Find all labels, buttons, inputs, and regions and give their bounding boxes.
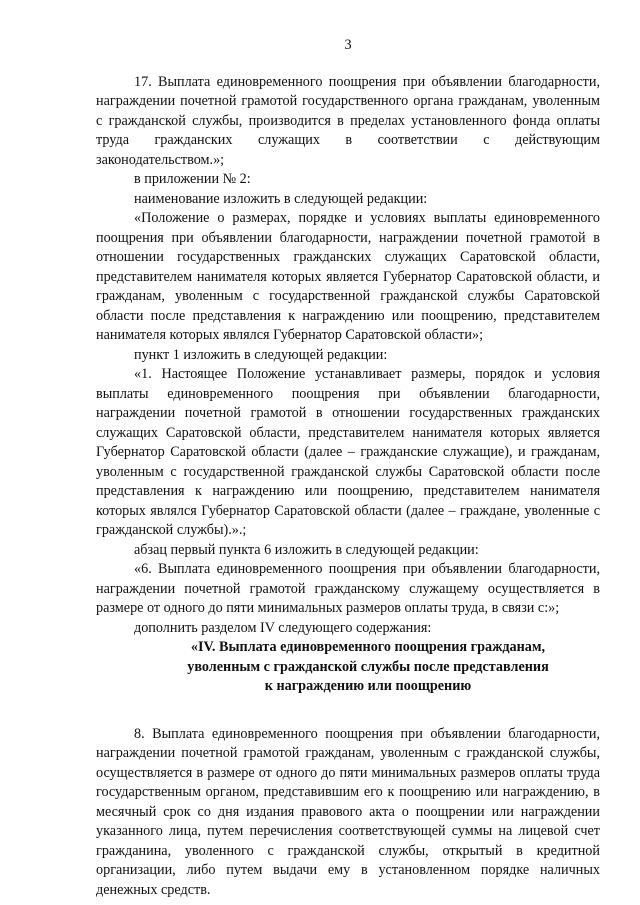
page-number: 3 — [344, 37, 352, 53]
paragraph-8: 8. Выплата единовременного поощрения при объявлении благодарности, награждении почетной грамотой гражданам, уволенным с гражданской службы, осуществляется в размере от одного до пяти минимальных размеров оплаты труда государственным органом, представившим его к поощрению или награждению, в месячный срок со дня издания правового акта о поощрении или награждении указанного лица, путем перечисления соответствующей суммы на лицевой счет гражданина, уволенного с гражданской службы, открытый в кредитной организации, либо путем выдачи ему в установленном порядке наличных денежных средств. — [96, 725, 600, 898]
section-heading-line: «IV. Выплата единовременного поощрения гражданам, — [190, 639, 546, 655]
paragraph-name-intro: наименование изложить в следующей редакции: — [134, 190, 428, 207]
paragraph-title-quote: «Положение о размерах, порядке и условиях выплаты единовременного поощрения при объявлении благодарности, награждении почетной грамотой в отношении государственных гражданских служащих Саратовской области, представителем нанимателя которых является Губернатор Саратовской области, и гражданам, уволенным с государственной гражданской службы Саратовской области после представления к награждению или поощрению, представителем нанимателя которых являлся Губернатор Саратовской области»; — [96, 210, 600, 343]
paragraph-point6-intro: абзац первый пункта 6 изложить в следующей редакции: — [134, 541, 479, 558]
paragraph-annex: в приложении № 2: — [134, 171, 251, 187]
section-heading — [96, 638, 600, 697]
section-heading-line: к награждению или поощрению — [264, 678, 472, 694]
paragraph-point1: «1. Настоящее Положение устанавливает размеры, порядок и условия выплаты единовременного поощрения при объявлении благодарности, награждении почетной грамотой в отношении государственных гражданских служащих Саратовской области, представителем нанимателя которых является Губернатор Саратовской области (далее – гражданские служащие), и гражданам, уволенным с государственной гражданской службы Саратовской области после представления к награждению или поощрению, представителем нанимателя которых являлся Губернатор Саратовской области (далее – граждане, уволенные с гражданской службы).».; — [96, 366, 600, 538]
paragraph-section-intro: дополнить разделом IV следующего содержания: — [134, 619, 432, 636]
paragraph-17: 17. Выплата единовременного поощрения при объявлении благодарности, награждении почетной грамотой государственного органа гражданам, уволенным с гражданской службы, производится в пределах установленного фонда оплаты труда гражданских служащих в соответствии с действующим законодательством.»; — [96, 73, 600, 168]
paragraph-point1-intro: пункт 1 изложить в следующей редакции: — [134, 346, 388, 363]
section-heading-line: уволенным с гражданской службы после представления — [187, 658, 549, 675]
paragraph-point6: «6. Выплата единовременного поощрения при объявлении благодарности, награждении почетной грамотой гражданскому служащему осуществляется в размере от одного до пяти минимальных размеров оплаты труда, в связи с:»; — [96, 561, 600, 616]
